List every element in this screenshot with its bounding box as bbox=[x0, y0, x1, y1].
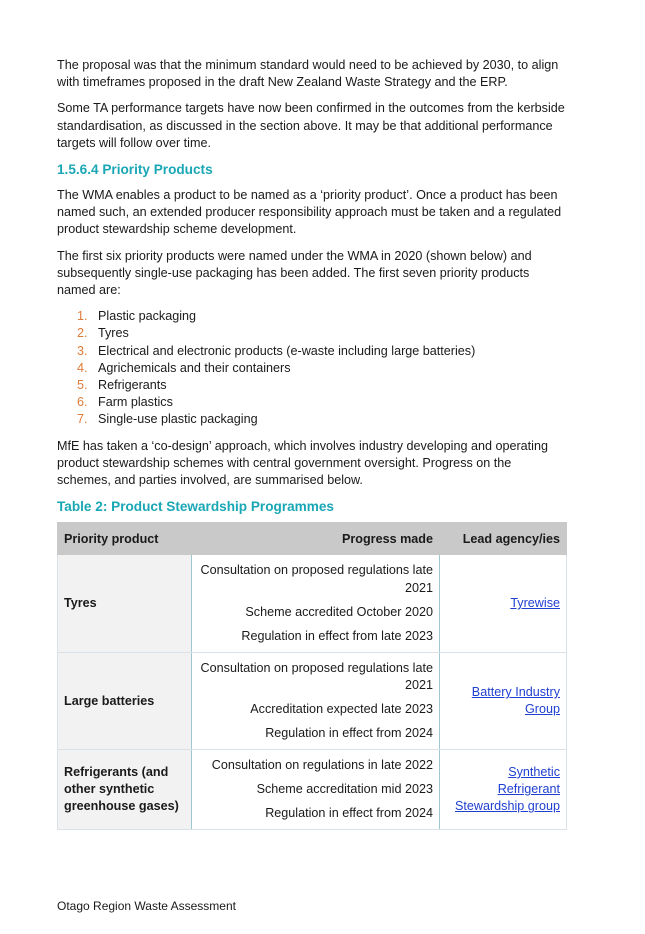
list-text: Electrical and electronic products (e-waste including large batteries) bbox=[98, 343, 476, 358]
header-priority-product: Priority product bbox=[58, 523, 192, 555]
table-row bbox=[58, 750, 567, 830]
progress-line: Regulation in effect from late 2023 bbox=[241, 628, 433, 643]
list-item bbox=[77, 308, 567, 325]
list-number: 4. bbox=[77, 360, 88, 375]
list-text: Tyres bbox=[98, 326, 129, 341]
progress-line: Consultation on regulations in late 2022 bbox=[211, 757, 433, 772]
list-text: Farm plastics bbox=[98, 395, 173, 410]
list-number: 3. bbox=[77, 343, 88, 358]
product-cell: Refrigerants (and other synthetic greenhouse gases) bbox=[58, 750, 192, 830]
list-number: 2. bbox=[77, 326, 88, 341]
progress-cell bbox=[192, 555, 440, 653]
progress-line: Scheme accredited October 2020 bbox=[245, 604, 433, 619]
table-row bbox=[58, 555, 567, 653]
section-heading-priority-products: 1.5.6.4 Priority Products bbox=[57, 162, 213, 178]
list-item bbox=[77, 394, 567, 411]
paragraph-first-six: The first six priority products were named under the WMA in 2020 (shown below) and subsequently single-use packaging has been added. The first seven priority products named are: bbox=[57, 248, 532, 298]
list-number: 7. bbox=[77, 412, 88, 427]
header-progress-made: Progress made bbox=[192, 523, 440, 555]
list-number: 1. bbox=[77, 309, 88, 324]
list-text: Refrigerants bbox=[98, 378, 167, 393]
progress-line: Consultation on proposed regulations late 2021 bbox=[200, 660, 433, 693]
lead-agency-link-tyrewise[interactable]: Tyrewise bbox=[510, 596, 560, 611]
progress-line: Accreditation expected late 2023 bbox=[250, 702, 433, 717]
progress-line: Scheme accreditation mid 2023 bbox=[256, 782, 433, 797]
progress-line: Consultation on proposed regulations late 2021 bbox=[200, 563, 433, 595]
table-row bbox=[58, 653, 567, 750]
page-footer: Otago Region Waste Assessment bbox=[57, 899, 236, 913]
table-header-row bbox=[58, 523, 567, 555]
lead-agency-link-battery-industry[interactable]: Battery Industry Group bbox=[471, 685, 560, 717]
paragraph-wma-priority: The WMA enables a product to be named as a ‘priority product’. Once a product has been named such, an extended producer responsibility approach must be taken and a regulated product stewardship scheme development. bbox=[57, 188, 562, 237]
progress-line: Regulation in effect from 2024 bbox=[265, 726, 433, 741]
product-cell: Tyres bbox=[58, 555, 192, 653]
stewardship-table bbox=[57, 522, 567, 830]
lead-agency-link-synthetic-refrigerant[interactable]: Synthetic Refrigerant Stewardship group bbox=[454, 764, 560, 814]
document-page bbox=[57, 57, 567, 830]
product-cell: Large batteries bbox=[58, 653, 192, 750]
progress-cell bbox=[192, 653, 440, 750]
table-title: Table 2: Product Stewardship Programmes bbox=[57, 499, 334, 515]
list-text: Plastic packaging bbox=[98, 309, 197, 324]
list-text: Single-use plastic packaging bbox=[98, 412, 258, 427]
progress-cell bbox=[192, 750, 440, 830]
list-item bbox=[77, 360, 567, 377]
list-item bbox=[77, 343, 567, 360]
lead-cell bbox=[440, 750, 567, 830]
list-text: Agrichemicals and their containers bbox=[98, 360, 291, 375]
header-lead-agency: Lead agency/ies bbox=[440, 523, 567, 555]
list-number: 5. bbox=[77, 378, 88, 393]
lead-cell bbox=[440, 653, 567, 750]
paragraph-ta-targets: Some TA performance targets have now been confirmed in the outcomes from the kerbside standardisation, as discussed in the section above. It may be that additional performance targets will follow over time. bbox=[57, 101, 565, 150]
paragraph-co-design: MfE has taken a ‘co-design’ approach, which involves industry developing and operating product stewardship schemes with central government oversight. Progress on the schemes, and parties involved, are summarised below. bbox=[57, 438, 548, 488]
lead-cell bbox=[440, 555, 567, 653]
list-item bbox=[77, 411, 567, 428]
paragraph-minimum-standard: The proposal was that the minimum standard would need to be achieved by 2030, to align with timeframes proposed in the draft New Zealand Waste Strategy and the ERP. bbox=[57, 58, 559, 90]
progress-line: Regulation in effect from 2024 bbox=[265, 806, 433, 821]
list-item bbox=[77, 325, 567, 342]
priority-products-list bbox=[57, 308, 567, 428]
list-number: 6. bbox=[77, 395, 88, 410]
list-item bbox=[77, 377, 567, 394]
